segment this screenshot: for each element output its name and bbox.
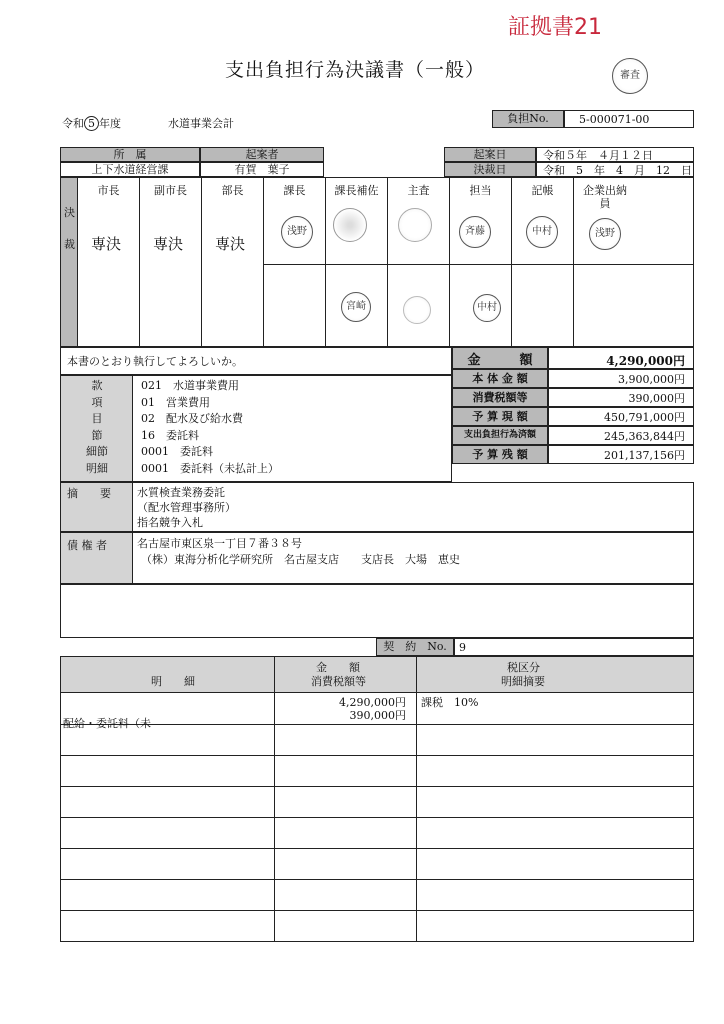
drafter-value: 有賀 葉子 [200, 162, 324, 177]
section-chief-stamp: 浅野 [281, 216, 313, 248]
amount-row-label: 予 算 残 額 [452, 445, 548, 464]
era-prefix: 令和 [62, 117, 84, 130]
director-decision: 専決 [215, 235, 246, 253]
amount-row-value: 245,363,844円 [548, 426, 694, 445]
staff-stamp-2: 中村 [473, 294, 501, 322]
supervisor-stamp-2 [403, 296, 431, 324]
budget-label: 節 [91, 428, 103, 442]
detail-col-amount-header-2: 消費税額等 [311, 675, 366, 688]
creditor-name: （株）東海分析化学研究所 名古屋支店 支店長 大場 恵史 [141, 553, 460, 566]
decision-date-value: 令和 5 年 4 月 12 日 [536, 162, 694, 177]
amount-row-value: 201,137,156円 [548, 445, 694, 464]
approval-col-label: 記帳 [531, 184, 554, 197]
approval-col-label: 企業出納員 [583, 184, 627, 211]
mayor-decision: 専決 [91, 235, 122, 253]
budget-value: 0001 委託料（未払計上） [141, 461, 279, 475]
fiscal-year [62, 117, 121, 130]
budget-label: 款 [91, 379, 103, 392]
approval-side [61, 178, 78, 346]
summary-line-2: （配水管理事務所） [137, 501, 236, 514]
creditor-block [60, 532, 694, 584]
detail-col-tax-header-2: 明細摘要 [501, 675, 545, 688]
approval-grid [60, 177, 694, 347]
approval-row-divider [264, 264, 694, 265]
detail-row-line [61, 848, 693, 849]
approval-col-label: 担当 [469, 184, 492, 197]
budget-value: 02 配水及び給水費 [141, 412, 243, 425]
deputy-chief-stamp-2: 宮崎 [341, 292, 371, 322]
detail-col-item-header: 明 細 [151, 675, 195, 688]
budget-value: 021 水道事業費用 [141, 379, 239, 392]
approval-col-label: 副市長 [154, 184, 187, 197]
amount-row-label: 消費税額等 [452, 388, 548, 407]
staff-stamp: 斉藤 [459, 216, 491, 248]
detail-row-line [61, 724, 693, 725]
approval-col-label: 部長 [221, 184, 244, 197]
decision-date-label: 決裁日 [444, 162, 536, 177]
summary-line-3: 指名競争入札 [137, 516, 203, 529]
detail-row-line [61, 879, 693, 880]
creditor-address: 名古屋市東区泉一丁目７番３８号 [137, 537, 302, 550]
drafter-label: 起案者 [200, 147, 324, 162]
detail-col-amount-header-1: 金 額 [316, 661, 360, 674]
approval-col-label: 課長補佐 [334, 184, 379, 197]
era-year: 5 [84, 116, 99, 131]
dept-value: 上下水道経営課 [60, 162, 200, 177]
detail-tax-1: 390,000円 [349, 709, 406, 722]
ledger-stamp: 中村 [526, 216, 558, 248]
burden-no-label: 負担No. [492, 110, 564, 128]
total-amount-value: 4,290,000円 [548, 347, 694, 369]
budget-label: 細節 [86, 445, 108, 458]
handwritten-annotation: 証拠書21 [508, 15, 602, 40]
contract-label: 契 約 No. [376, 638, 454, 656]
budget-label: 明細 [86, 461, 108, 475]
total-amount-label: 金 額 [452, 347, 548, 369]
amount-row-value: 390,000円 [548, 388, 694, 407]
budget-value: 16 委託料 [141, 428, 199, 442]
detail-table [60, 656, 694, 942]
detail-col-tax-header-1: 税区分 [507, 661, 540, 674]
contract-value: 9 [454, 638, 694, 656]
approval-side-1: 決 [64, 206, 75, 219]
detail-row-line [61, 817, 693, 818]
amount-row-label: 予 算 現 額 [452, 407, 548, 426]
blank-area [60, 584, 694, 638]
approval-col-0 [78, 178, 140, 346]
approval-side-2: 裁 [64, 238, 75, 251]
draft-date-label: 起案日 [444, 147, 536, 162]
approval-col-1 [140, 178, 202, 346]
creditor-label: 債 権 者 [61, 533, 133, 583]
detail-row-line [61, 910, 693, 911]
page-title: 支出負担行為決議書（一般） [225, 59, 486, 81]
amount-row-value: 450,791,000円 [548, 407, 694, 426]
request-text: 本書のとおり執行してよろしいか。 [60, 347, 452, 375]
approval-col-label: 主査 [407, 184, 430, 197]
budget-value: 01 営業費用 [141, 395, 210, 409]
detail-col-divider-2 [416, 657, 417, 941]
budget-label: 項 [91, 395, 103, 409]
review-stamp: 審査 [612, 58, 648, 94]
detail-item-1: 配給・委託料（未 [63, 717, 151, 730]
summary-block [60, 482, 694, 532]
detail-note-1: 課税 10% [421, 696, 479, 709]
vice-mayor-decision: 専決 [153, 235, 184, 253]
approval-col-2 [202, 178, 264, 346]
era-suffix: 年度 [99, 117, 121, 130]
approval-col-7 [512, 178, 574, 346]
detail-amount-1: 4,290,000円 [339, 696, 406, 709]
detail-row-line [61, 786, 693, 787]
detail-row-line [61, 755, 693, 756]
approval-col-label: 課長 [283, 184, 306, 197]
approval-col-3 [264, 178, 326, 346]
budget-value: 0001 委託料 [141, 445, 213, 458]
amount-row-label: 支出負担行為済額 [452, 426, 548, 445]
approval-col-8 [574, 178, 636, 346]
budget-label: 目 [91, 412, 103, 425]
amount-row-value: 3,900,000円 [548, 369, 694, 388]
supervisor-stamp [398, 208, 432, 242]
budget-block [60, 375, 452, 482]
amount-row-label: 本 体 金 額 [452, 369, 548, 388]
account-name: 水道事業会計 [168, 117, 234, 130]
dept-label: 所 属 [60, 147, 200, 162]
draft-date-value: 令和５年 ４月１２日 [536, 147, 694, 162]
deputy-chief-stamp [333, 208, 367, 242]
burden-no-value: 5-000071-00 [564, 110, 694, 128]
summary-label: 摘 要 [61, 483, 133, 531]
cashier-stamp: 浅野 [589, 218, 621, 250]
summary-line-1: 水質検査業務委託 [137, 486, 225, 499]
approval-col-label: 市長 [97, 184, 120, 197]
